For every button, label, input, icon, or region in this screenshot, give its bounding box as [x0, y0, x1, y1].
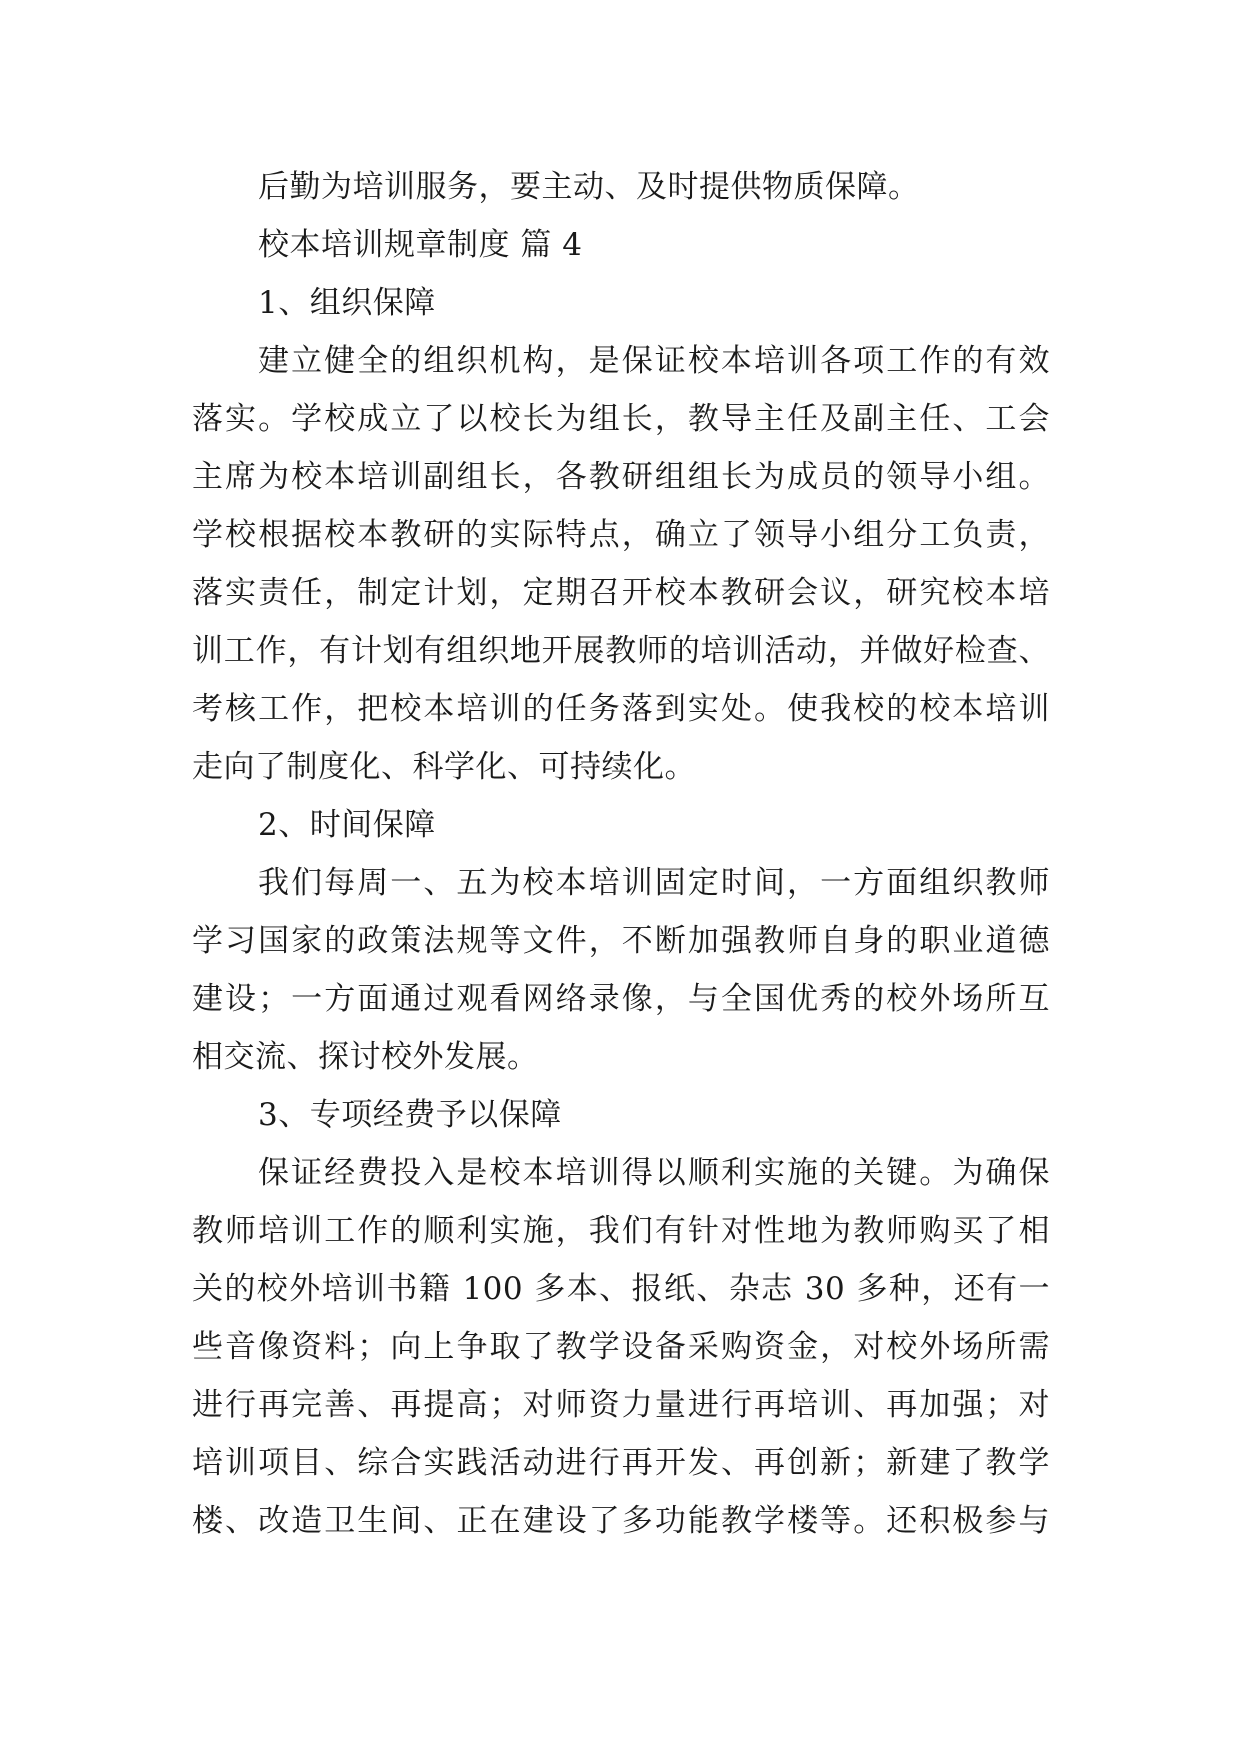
- text-line: 建设；一方面通过观看网络录像，与全国优秀的校外场所互: [192, 981, 1050, 1017]
- text-line: 学校根据校本教研的实际特点，确立了领导小组分工负责，: [192, 517, 1050, 553]
- text-line: 相交流、探讨校外发展。: [192, 1039, 539, 1075]
- text-line: 校本培训规章制度 篇 4: [258, 227, 583, 263]
- document-body: [192, 158, 1050, 1550]
- text-line: 2、时间保障: [258, 807, 436, 843]
- text-line: 进行再完善、再提高；对师资力量进行再培训、再加强；对: [192, 1387, 1050, 1423]
- text-line: 保证经费投入是校本培训得以顺利实施的关键。为确保: [258, 1155, 1050, 1191]
- text-line: 3、专项经费予以保障: [258, 1097, 562, 1133]
- text-line: 1、组织保障: [258, 285, 436, 321]
- text-line: 后勤为培训服务，要主动、及时提供物质保障。: [258, 169, 920, 205]
- text-line: 训工作，有计划有组织地开展教师的培训活动，并做好检查、: [192, 633, 1050, 669]
- text-line: 走向了制度化、科学化、可持续化。: [192, 749, 696, 785]
- text-line: 主席为校本培训副组长，各教研组组长为成员的领导小组。: [192, 459, 1050, 495]
- text-line: 考核工作，把校本培训的任务落到实处。使我校的校本培训: [192, 691, 1050, 727]
- text-line: 培训项目、综合实践活动进行再开发、再创新；新建了教学: [192, 1445, 1050, 1481]
- text-line: 建立健全的组织机构，是保证校本培训各项工作的有效: [258, 343, 1050, 379]
- text-line: 落实责任，制定计划，定期召开校本教研会议，研究校本培: [192, 575, 1050, 611]
- text-line: 些音像资料；向上争取了教学设备采购资金，对校外场所需: [192, 1329, 1050, 1365]
- text-line: 我们每周一、五为校本培训固定时间，一方面组织教师: [258, 865, 1050, 901]
- text-line: 落实。学校成立了以校长为组长，教导主任及副主任、工会: [192, 401, 1050, 437]
- text-line: 楼、改造卫生间、正在建设了多功能教学楼等。还积极参与: [192, 1503, 1050, 1539]
- text-line: 学习国家的政策法规等文件，不断加强教师自身的职业道德: [192, 923, 1050, 959]
- text-line: 教师培训工作的顺利实施，我们有针对性地为教师购买了相: [192, 1213, 1050, 1249]
- text-line: 关的校外培训书籍 100 多本、报纸、杂志 30 多种，还有一: [192, 1271, 1050, 1307]
